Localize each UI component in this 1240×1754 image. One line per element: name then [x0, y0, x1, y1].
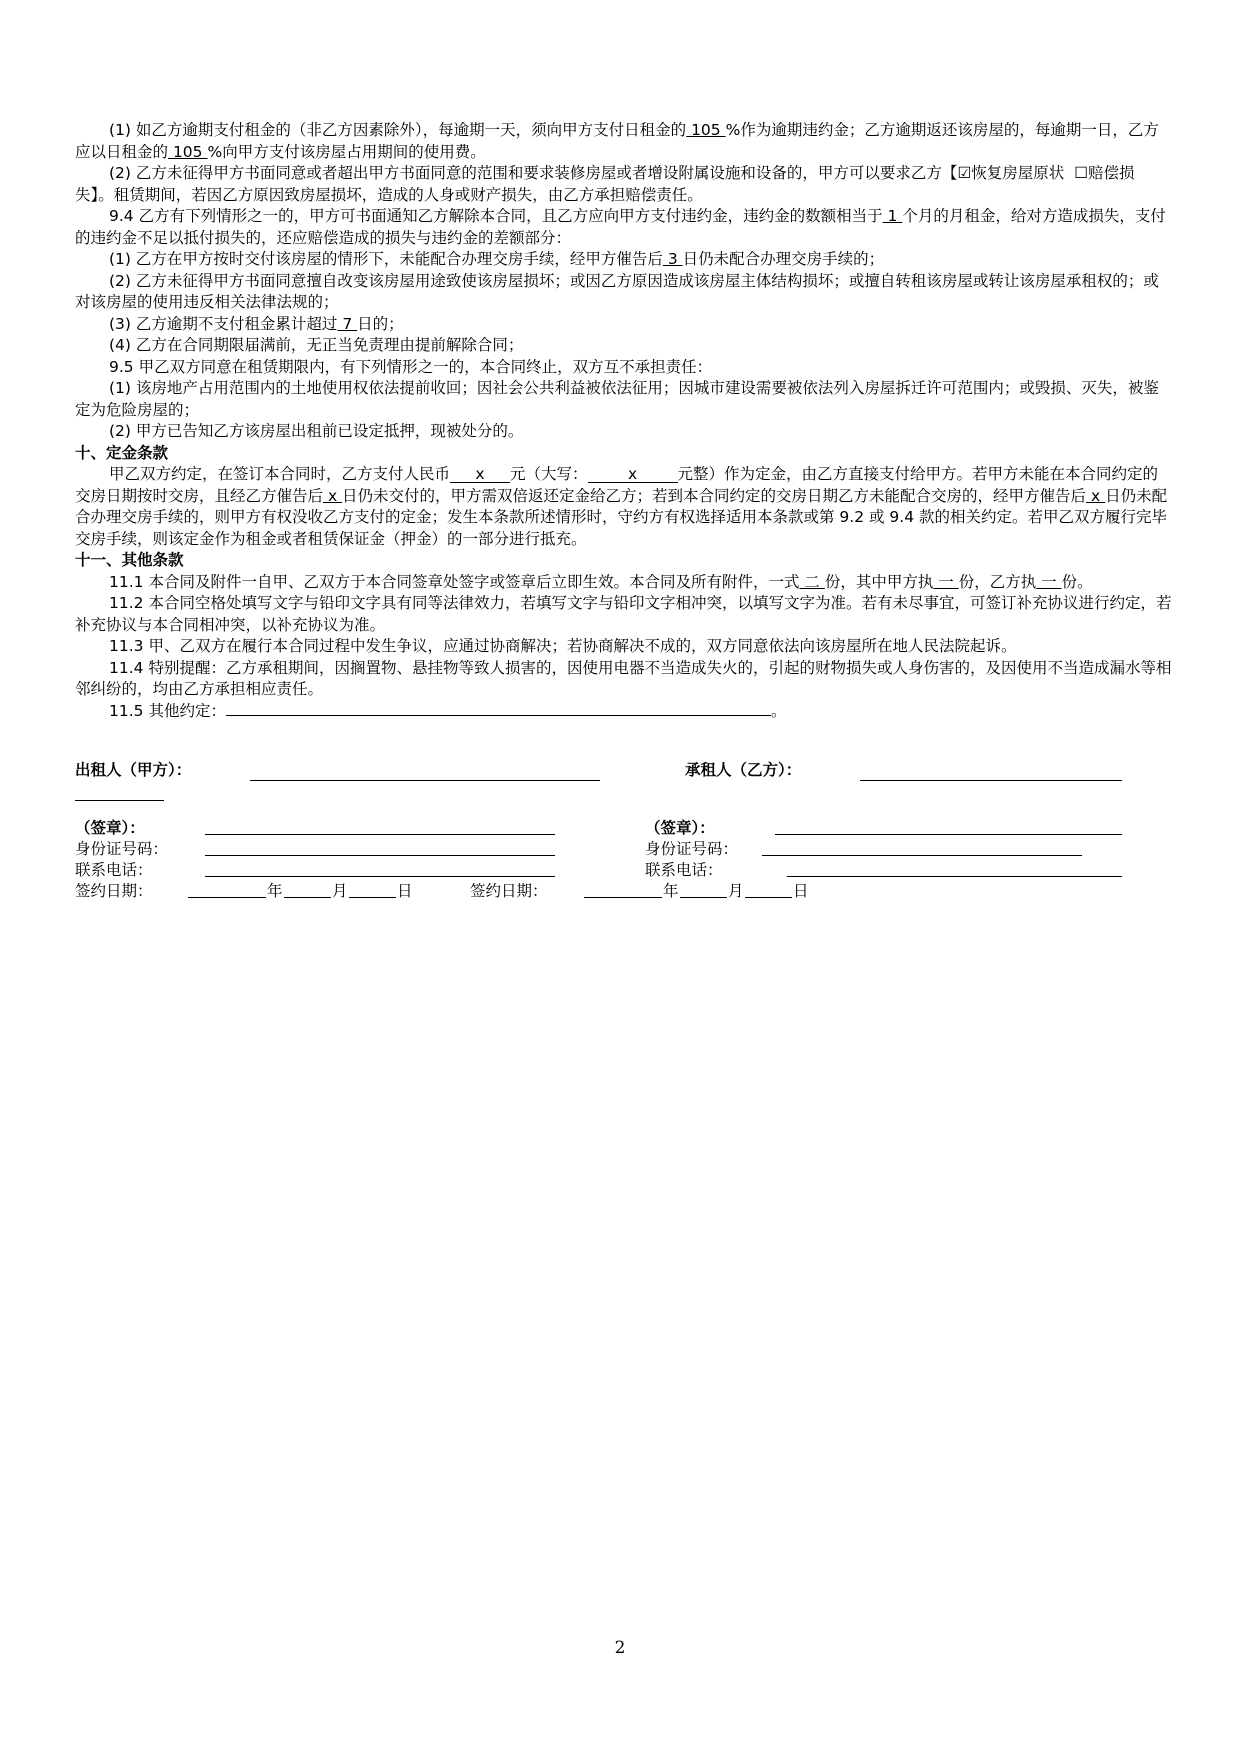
- restore-checkbox-option: ☑恢复房屋原状: [957, 164, 1065, 182]
- clause-9-5-2: (2) 甲方已告知乙方该房屋出租前已设定抵押，现被处分的。: [109, 422, 524, 440]
- lessee-label: 承租人（乙方）：: [685, 761, 802, 779]
- clause-9-3-2: (2) 乙方未征得甲方书面同意或者超出甲方书面同意的范围和要求装修房屋或者增设附属设施和设备的，甲方可以要求乙方【☑恢复房屋原状 ☐赔偿损失】。租赁期间，若因乙方原因致房屋损坏，造成的人身或财产损失，由乙方承担赔偿责任。: [75, 164, 1135, 204]
- clause-9-4: 9.4 乙方有下列情形之一的，甲方可书面通知乙方解除本合同，且乙方应向甲方支付违约金，违约金的数额相当于 1 个月的月租金，给对方造成损失，支付的违约金不足以抵付损失的，还应赔偿造成的损失与违约金的差额部分：: [75, 207, 1166, 247]
- handover-reminder-days: x: [1086, 486, 1106, 505]
- party-b-day-line: [745, 881, 792, 898]
- party-b-year-line: [584, 881, 662, 898]
- party-b-phone-line: [787, 860, 1122, 877]
- party-a-phone-line: [205, 860, 555, 877]
- copies-total: 二: [799, 572, 825, 591]
- party-a-day-line: [349, 881, 396, 898]
- party-a-date-label: 签约日期：: [75, 882, 153, 900]
- party-b-id-label: 身份证号码：: [645, 840, 739, 858]
- copies-party-a: 一: [933, 572, 959, 591]
- clause-10-deposit: 甲乙双方约定，在签订本合同时，乙方支付人民币 x 元（大写： x 元整）作为定金，由乙方直接支付给甲方。若甲方未能在本合同约定的交房日期按时交房，且经乙方催告后 x 日仍未交付的，甲方需双倍返还定金给乙方；若到本合同约定的交房日期乙方未能配合交房的，经甲方催告后 x 日仍未配合办理交房手续的，则甲方有权没收乙方支付的定金；发生本条款所述情形时，守约方有权选择适用本条款或第 9.2 或 9.4 款的相关约定。若甲乙双方履行完毕交房手续，则该定金作为租金或者租赁保证金（押金）的一部分进行抵充。: [75, 465, 1168, 548]
- party-b-year-label: 年: [663, 882, 679, 900]
- section-11-heading: 十一、其他条款: [75, 551, 184, 569]
- clause-11-5: 11.5 其他约定： 。: [109, 701, 787, 720]
- party-b-phone-label: 联系电话：: [645, 861, 723, 879]
- clause-9-5: 9.5 甲乙双方同意在租赁期限内，有下列情形之一的，本合同终止，双方互不承担责任：: [109, 357, 713, 376]
- parties-row: [75, 760, 1173, 784]
- party-b-date-label: 签约日期：: [470, 882, 548, 900]
- clause-9-4-2: (2) 乙方未征得甲方书面同意擅自改变该房屋用途致使该房屋损坏；或因乙方原因造成该房屋主体结构损坏；或擅自转租该房屋或转让该房屋承租权的；或对该房屋的使用违反相关法律法规的；: [75, 271, 1159, 311]
- page-number: 2: [614, 1638, 626, 1658]
- party-b-id-line: [762, 839, 1082, 856]
- party-b-day-label: 日: [793, 882, 809, 900]
- party-a-seal-line: [205, 818, 555, 835]
- id-row: [75, 839, 1173, 860]
- handover-days: 3: [662, 250, 683, 268]
- party-a-seal-label: （签章）：: [75, 819, 145, 837]
- party-b-seal-line: [775, 818, 1122, 835]
- party-b-month-line: [680, 881, 727, 898]
- party-a-year-line: [188, 881, 266, 898]
- clause-9-5-1: (1) 该房地产占用范围内的土地使用权依法提前收回；因社会公共利益被依法征用；因城市建设需要被依法列入房屋拆迁许可范围内；或毁损、灭失，被鉴定为危险房屋的；: [75, 379, 1159, 419]
- party-a-year-label: 年: [267, 882, 283, 900]
- seal-row: [75, 818, 1173, 839]
- party-a-month-label: 月: [332, 882, 348, 900]
- party-b-seal-label: （签章）：: [645, 819, 715, 837]
- other-terms-blank: [226, 715, 771, 716]
- deposit-amount-chinese: x: [588, 466, 678, 483]
- party-a-month-line: [284, 881, 331, 898]
- clause-9-3-1: (1) 如乙方逾期支付租金的（非乙方因素除外），每逾期一天，须向甲方支付日租金的 105 %作为逾期违约金；乙方逾期返还该房屋的，每逾期一日，乙方应以日租金的 105 %向甲方支付该房屋占用期间的使用费。: [75, 121, 1159, 161]
- phone-row: [75, 860, 1173, 881]
- clause-11-1: 11.1 本合同及附件一自甲、乙双方于本合同签章处签字或签章后立即生效。本合同及所有附件，一式 二 份，其中甲方执 一 份，乙方执 一 份。: [109, 572, 1093, 591]
- clause-11-2: 11.2 本合同空格处填写文字与铅印文字具有同等法律效力，若填写文字与铅印文字相冲突，以填写文字为准。若有未尽事宜，可签订补充协议进行约定，若补充协议与本合同相冲突，以补充协议为准。: [75, 594, 1172, 634]
- clause-11-4: 11.4 特别提醒：乙方承租期间，因搁置物、悬挂物等致人损害的，因使用电器不当造成失火的，引起的财物损失或人身伤害的，及因使用不当造成漏水等相邻纠纷的，均由乙方承担相应责任。: [75, 658, 1172, 698]
- clause-9-4-4: (4) 乙方在合同期限届满前，无正当免责理由提前解除合同；: [109, 336, 524, 354]
- deposit-amount: x: [450, 466, 510, 483]
- party-a-id-label: 身份证号码：: [75, 840, 169, 858]
- lessor-label: 出租人（甲方）：: [75, 761, 192, 779]
- lessee-name-line-cont: [75, 784, 164, 801]
- occupancy-fee-rate: 105: [168, 142, 208, 161]
- lessee-name-line: [860, 764, 1122, 781]
- section-10-heading: 十、定金条款: [75, 443, 169, 462]
- party-b-month-label: 月: [728, 882, 744, 900]
- signature-block: [75, 760, 1173, 902]
- clause-11-3: 11.3 甲、乙双方在履行本合同过程中发生争议，应通过协商解决；若协商解决不成的，双方同意依法向该房屋所在地人民法院起诉。: [109, 637, 1017, 655]
- party-a-id-line: [205, 839, 555, 856]
- copies-party-b: 一: [1036, 572, 1062, 591]
- penalty-months: 1: [882, 207, 903, 225]
- party-a-day-label: 日: [397, 882, 413, 900]
- compensate-checkbox-option: ☐赔偿损失: [75, 164, 1135, 204]
- overdue-rent-days: 7: [337, 314, 358, 333]
- delivery-reminder-days: x: [323, 486, 343, 505]
- clause-9-4-1: (1) 乙方在甲方按时交付该房屋的情形下，未能配合办理交房手续，经甲方催告后 3 日仍未配合办理交房手续的；: [109, 250, 885, 268]
- party-a-phone-label: 联系电话：: [75, 861, 153, 879]
- contract-body: [75, 120, 1173, 722]
- date-row: [75, 881, 1173, 902]
- late-penalty-rate: 105: [686, 121, 726, 139]
- lessor-name-line: [250, 764, 600, 781]
- clause-9-4-3: (3) 乙方逾期不支付租金累计超过 7 日的；: [109, 314, 404, 333]
